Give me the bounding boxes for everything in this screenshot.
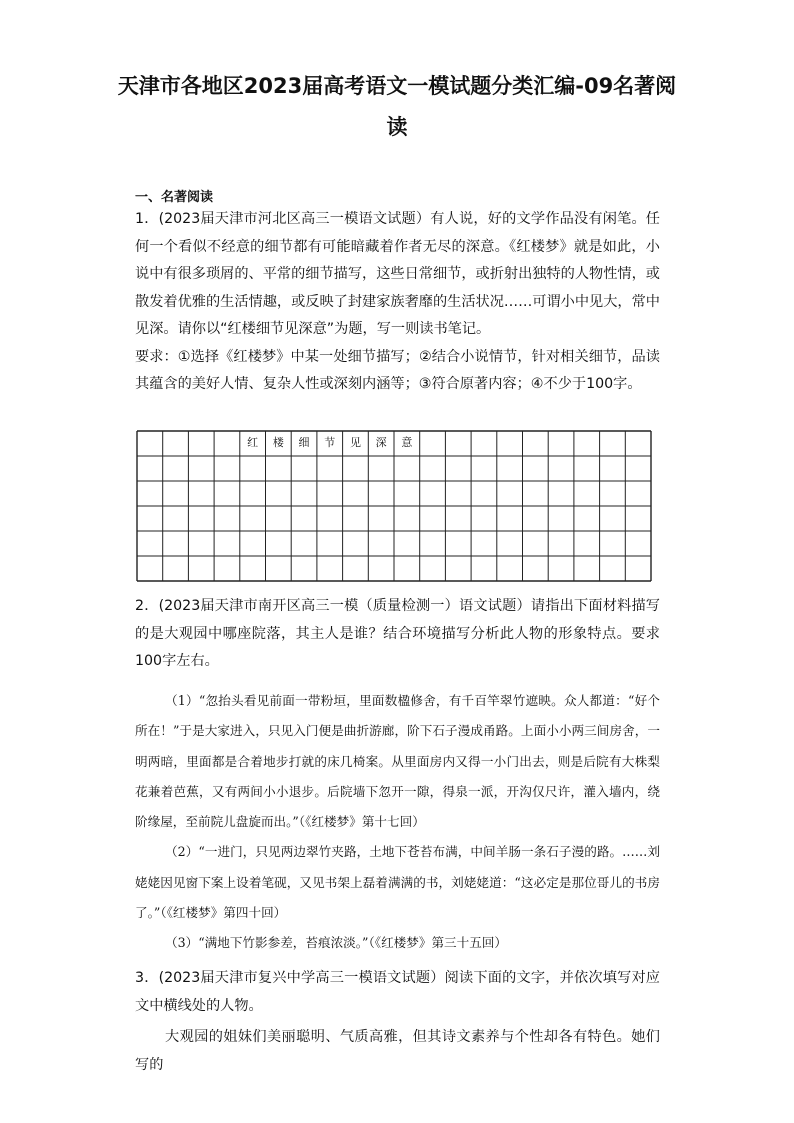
grid-title-char: 见: [349, 436, 361, 449]
question-1: [135, 206, 660, 399]
writing-grid: [136, 430, 652, 582]
grid-title-char: 楼: [272, 436, 284, 449]
question-1-requirement: 要求：①选择《红楼梦》中某一处细节描写；②结合小说情节，针对相关细节，品读其蕴含的美好人情、复杂人性或深刻内涵等；③符合原著内容；④不少于100字。: [135, 348, 660, 392]
material-2: （2）“一进门，只见两边翠竹夹路，土地下苍苔布满，中间羊肠一条石子漫的路。……刘姥姥因见窗下案上设着笔砚，又见书架上磊着满满的书，刘姥姥道：“这必定是那位哥儿的书房了。”（《红楼梦》第四十回）: [135, 844, 660, 921]
question-3-passage: 大观园的姐妹们美丽聪明、气质高雅，但其诗文素养与个性却各有特色。她们写的: [135, 1029, 660, 1073]
document-title: 天津市各地区2023届高考语文一模试题分类汇编-09名著阅读: [117, 74, 677, 139]
question-2-text: 2．(2023届天津市南开区高三一模（质量检测一）语文试题）请指出下面材料描写的是大观园中哪座院落，其主人是谁？结合环境描写分析此人物的形象特点。要求100字左右。: [135, 598, 660, 669]
material-1: （1）“忽抬头看见前面一带粉垣，里面数楹修舍，有千百竿翠竹遮映。众人都道：“好个所在！”于是大家进入，只见入门便是曲折游廊，阶下石子漫成甬路。上面小小两三间房舍，一明两暗，里面都是合着地步打就的床几椅案。从里面房内又得一小门出去，则是后院有大株梨花兼着芭蕉，又有两间小小退步。后院墙下忽开一隙，得泉一派，开沟仅尺许，灌入墙内，绕阶缘屋，至前院儿盘旋而出。”（《红楼梦》第十七回）: [135, 693, 660, 830]
question-3-text: 3．(2023届天津市复兴中学高三一模语文试题）阅读下面的文字，并依次填写对应文中横线处的人物。: [135, 970, 660, 1014]
material-3: （3）“满地下竹影参差，苔痕浓淡。”（《红楼梦》第三十五回）: [165, 935, 508, 951]
question-2-materials: [135, 686, 660, 959]
grid-title-char: 红: [247, 436, 259, 449]
question-2: [135, 593, 660, 676]
question-3: [135, 965, 660, 1079]
question-1-text: 1．(2023届天津市河北区高三一模语文试题）有人说，好的文学作品没有闲笔。任何一个看似不经意的细节都有可能暗藏着作者无尽的深意。《红楼梦》就是如此，小说中有很多琐屑的、平常的细节描写，这些日常细节，或折射出独特的人物性情，或散发着优雅的生活情趣，或反映了封建家族奢靡的生活状况……可谓小中见大，常中见深。请你以“红楼细节见深意”为题，写一则读书笔记。: [135, 211, 660, 337]
grid-title-char: 节: [324, 436, 336, 449]
grid-title-char: 深: [375, 436, 387, 449]
section-heading: 一、名著阅读: [135, 190, 214, 205]
grid-title-char: 细: [298, 436, 310, 449]
grid-title-char: 意: [401, 436, 413, 449]
